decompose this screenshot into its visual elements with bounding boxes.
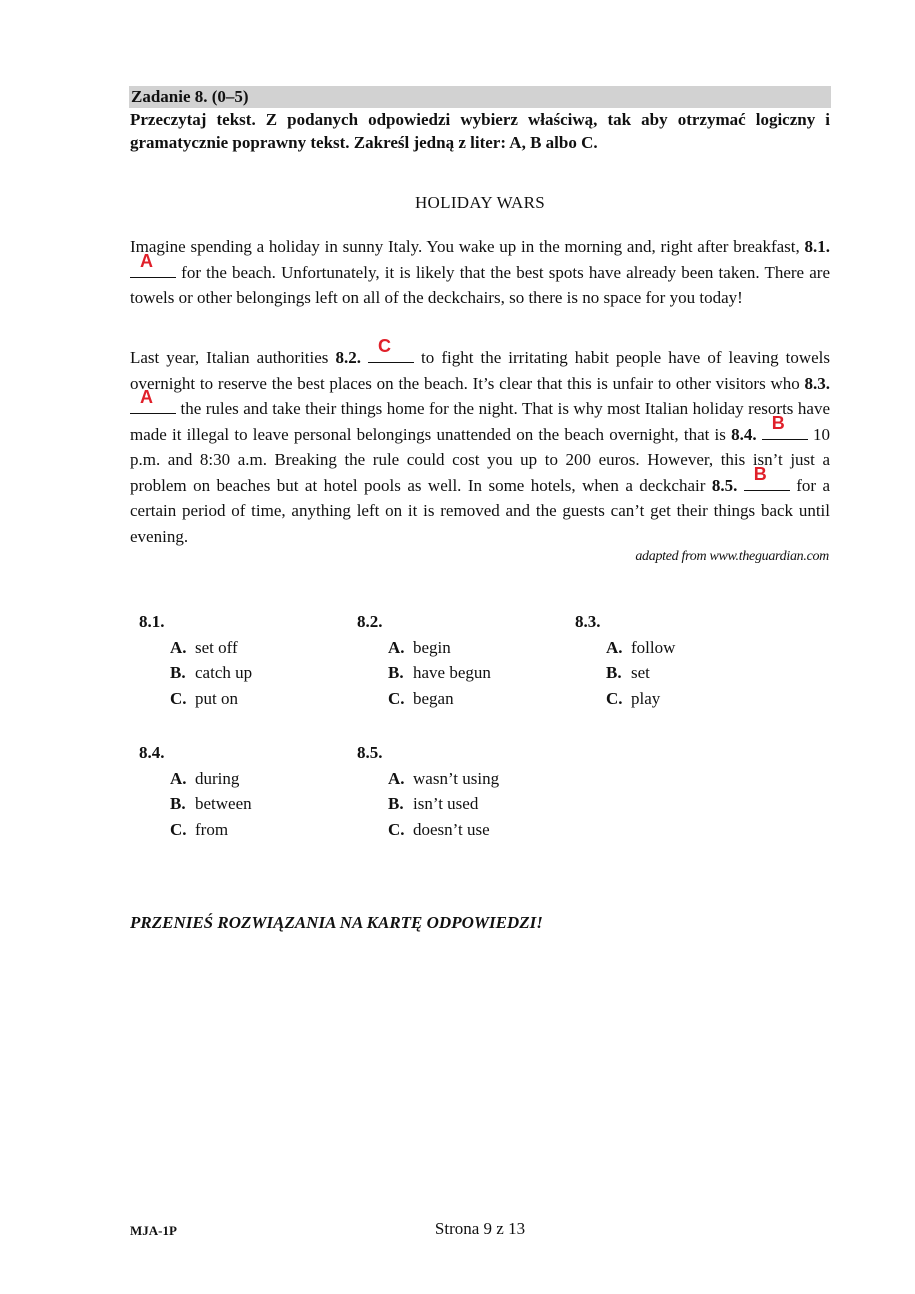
p2-sentence-2: to fight the irritating habit people have of leaving towels overnight to reserve the best places on the beach. It’s clear that this is unfair to other visitors who	[130, 348, 831, 393]
option-text: set off	[195, 637, 238, 657]
question-number: 8.1.	[139, 612, 165, 631]
option-text: begin	[413, 637, 451, 657]
option-letter: B.	[170, 794, 186, 813]
handwritten-answer: B	[753, 463, 767, 484]
gap-number: 8.2.	[335, 348, 361, 367]
option-text: follow	[631, 637, 676, 657]
answer-gap[interactable]	[762, 412, 808, 440]
option[interactable]	[170, 766, 252, 792]
option-text: catch up	[195, 663, 253, 682]
option-text: doesn’t use	[413, 819, 490, 839]
option-letter: C.	[170, 688, 187, 708]
question-number: 8.4.	[139, 743, 165, 762]
option-text: have begun	[413, 663, 491, 682]
option[interactable]	[170, 660, 252, 686]
option[interactable]	[170, 817, 252, 843]
option-text: isn’t used	[413, 794, 479, 813]
question-8-5	[357, 740, 500, 842]
option-text: began	[413, 688, 454, 708]
answer-gap[interactable]	[130, 250, 176, 278]
option[interactable]	[388, 766, 499, 792]
option[interactable]	[388, 660, 491, 686]
option[interactable]	[388, 791, 499, 817]
handwritten-answer: A	[140, 387, 153, 407]
option-letter: C.	[170, 819, 187, 839]
answer-gap[interactable]	[130, 387, 176, 414]
option[interactable]	[606, 635, 675, 661]
paragraph-2	[130, 336, 831, 549]
option-letter: C.	[388, 688, 405, 708]
option-text: wasn’t using	[413, 768, 500, 788]
answer-gap[interactable]	[744, 463, 790, 491]
option-text: during	[195, 768, 240, 788]
p1-sentence-2: for the beach. Unfortunately, it is likely that the best spots have already been taken. There are towels or other belongings left on all of the deckchairs, so there is no space for you today!	[130, 262, 830, 307]
p2-sentence-5: for a certain period of time, anything left on it is removed and the guests can’t get their things back until evening.	[130, 475, 831, 546]
question-8-4	[139, 740, 252, 842]
option[interactable]	[170, 635, 252, 661]
p2-sentence-3: the rules and take their things home for the night. That is why most Italian holiday resorts have made it illegal to leave personal belongings unattended on the beach overnight, that is	[130, 399, 830, 444]
option[interactable]	[170, 686, 252, 712]
task-title: Zadanie 8. (0–5)	[129, 86, 831, 108]
question-number: 8.2.	[357, 612, 383, 631]
option-letter: B.	[388, 794, 404, 813]
question-number: 8.5.	[357, 743, 383, 762]
option-letter: B.	[388, 663, 404, 682]
option[interactable]	[388, 635, 491, 661]
option-letter: A.	[170, 768, 187, 788]
gap-number: 8.4.	[731, 424, 757, 444]
exam-code: MJA-1P	[130, 1223, 177, 1238]
gap-number: 8.3.	[804, 373, 830, 393]
task-instruction: Przeczytaj tekst. Z podanych odpowiedzi wybierz właściwą, tak aby otrzymać logiczny i gramatycznie poprawny tekst. Zakreśl jedną z liter: A, B albo C.	[130, 110, 830, 152]
option-text: put on	[195, 688, 238, 708]
option-letter: C.	[388, 819, 405, 839]
transfer-note: PRZENIEŚ ROZWIĄZANIA NA KARTĘ ODPOWIEDZI!	[130, 913, 543, 932]
option-text: play	[631, 688, 661, 708]
handwritten-answer: B	[771, 412, 785, 433]
question-8-2	[357, 609, 491, 711]
question-8-1	[139, 609, 253, 711]
p2-sentence-4: 10 p.m. and 8:30 a.m. Breaking the rule could cost you up to 200 euros. However, this isn’t just a problem on beaches but at hotel pools as well. In some hotels, when a deckchair	[130, 424, 830, 495]
handwritten-answer: C	[378, 336, 391, 356]
option-text: set	[631, 663, 650, 682]
option-letter: C.	[606, 688, 623, 708]
option[interactable]	[170, 791, 252, 817]
answer-gap[interactable]	[368, 336, 414, 363]
option-letter: A.	[170, 637, 187, 657]
option-letter: B.	[606, 663, 622, 682]
question-number: 8.3.	[575, 612, 601, 631]
option[interactable]	[388, 817, 499, 843]
p1-sentence-1: Imagine spending a holiday in sunny Italy. You wake up in the morning and, right after breakfast,	[130, 237, 800, 256]
option-text: from	[195, 819, 229, 839]
option-text: between	[195, 794, 252, 813]
option[interactable]	[606, 686, 675, 712]
option-letter: A.	[388, 768, 405, 788]
question-8-3	[575, 609, 676, 711]
option-letter: A.	[388, 637, 405, 657]
handwritten-answer: A	[140, 250, 153, 271]
option-letter: B.	[170, 663, 186, 682]
p2-sentence-1: Last year, Italian authorities	[130, 348, 329, 367]
page-number: Strona 9 z 13	[434, 1219, 526, 1238]
paragraph-1	[130, 234, 830, 311]
option[interactable]	[606, 660, 675, 686]
text-title: HOLIDAY WARS	[414, 193, 545, 212]
gap-number: 8.5.	[711, 475, 738, 495]
gap-number: 8.1.	[804, 237, 830, 256]
source-credit: adapted from www.theguardian.com	[635, 549, 829, 564]
option-letter: A.	[606, 637, 623, 657]
option[interactable]	[388, 686, 491, 712]
